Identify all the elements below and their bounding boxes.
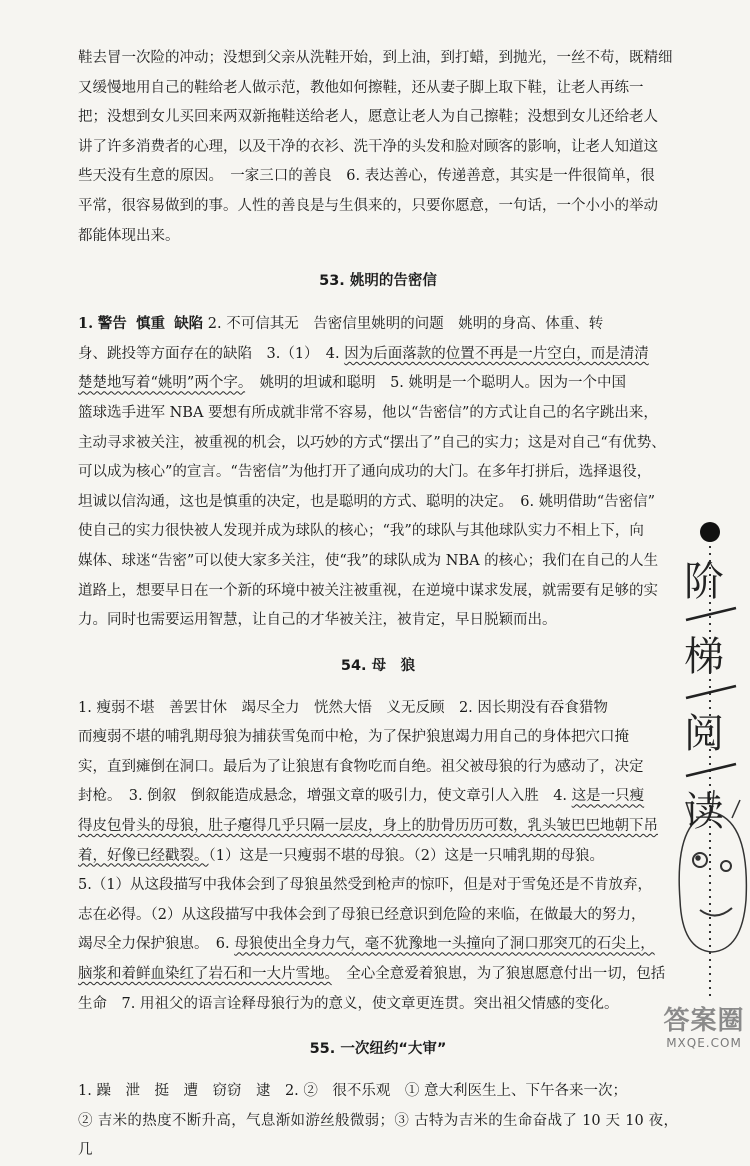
answer-line: 道路上，想要早日在一个新的环境中被关注被重视，在逆境中谋求发展，就需要有足够的实	[78, 582, 658, 599]
answer-line	[78, 960, 678, 990]
answer-line: 而瘦弱不堪的哺乳期母狼为捕获雪兔而中枪，为了保护狼崽竭力用自己的身体把穴口掩	[78, 729, 629, 746]
intro-line: 又缓慢地用自己的鞋给老人做示范，教他如何擦鞋，还从妻子脚上取下鞋，让老人再练一	[78, 79, 644, 96]
intro-line: 些天没有生意的原因。 一家三口的善良 6. 表达善心，传递善意，其实是一件很简单，很	[78, 168, 655, 185]
underlined-quote: 这是一只瘦	[571, 788, 645, 805]
word-defect: 缺陷	[174, 315, 204, 333]
answer-line: 实，直到瘫倒在洞口。最后为了让狼崽有食物吃而自绝。祖父被母狼的行为感动了，决定	[78, 758, 644, 775]
underlined-quote: 脑浆和着鲜血染红了岩石和一大片雪地。	[78, 966, 332, 983]
answer-line: 力。同时也需要运用智慧，让自己的才华被关注，被肯定，早日脱颖而出。	[78, 612, 557, 629]
intro-line: 平常，很容易做到的事。人性的善良是与生俱来的，只要你愿意，一句话，一个小小的举动	[78, 197, 658, 214]
answer-line: 志在必得。（2）从这段描写中我体会到了母狼已经意识到危险的来临，在做最大的努力，	[78, 906, 646, 923]
answer-text: 封枪。 3. 倒叙 倒叙能造成悬念，增强文章的吸引力，使文章引人入胜 4.	[78, 788, 572, 805]
answer-line: 1. 躁 泄 挺 遭 窃窃 逮 2. ② 很不乐观 ① 意大利医生上、下午各来一次；	[78, 1083, 627, 1100]
black-dot-icon	[700, 522, 720, 542]
answer-line	[78, 340, 678, 370]
watermark	[660, 1006, 748, 1056]
word-warning: 警告	[97, 315, 127, 333]
answer-text: （1）这是一只瘦弱不堪的母狼。（2）这是一只哺乳期的母狼。	[208, 847, 604, 864]
answer-text: 身、跳投等方面存在的缺陷 3.（1） 4.	[78, 345, 345, 362]
section-title-53: 53. 姚明的告密信	[319, 273, 437, 290]
answer-line: ② 吉米的热度不断升高，气息渐如游丝般微弱；③ 古特为吉米的生命奋战了 10 天 10 夜，几	[78, 1112, 678, 1159]
side-decoration	[672, 520, 750, 1061]
underlined-quote: 母狼使出全身力气，毫不犹豫地一头撞向了洞口那突兀的石尖上，	[234, 936, 655, 953]
section-54-body	[78, 694, 678, 1020]
answer-line: 主动寻求被关注，被重视的机会，以巧妙的方式“摆出了”自己的实力；这是对自己“有优势、	[78, 434, 666, 451]
intro-line: 讲了许多消费者的心理，以及干净的衣衫、洗干净的头发和脸对顾客的影响，让老人知道这	[78, 138, 658, 155]
answer-line	[78, 842, 678, 872]
answer-line: 1. 瘦弱不堪 善罢甘休 竭尽全力 恍然大悟 义无反顾 2. 因长期没有吞食猎物	[78, 699, 608, 716]
underlined-quote: 得皮包骨头的母狼，肚子瘪得几乎只隔一层皮，身上的肋骨历历可数，乳头皱巴巴地朝下吊	[78, 818, 658, 835]
side-char: 阶	[684, 559, 724, 605]
side-char: 读	[684, 789, 724, 835]
answer-line	[78, 309, 678, 340]
answer-number: 1.	[78, 315, 94, 333]
answer-line: 使自己的实力很快被人发现并成为球队的核心；“我”的球队与其他球队实力不相上下，向	[78, 523, 644, 540]
answer-text: 竭尽全力保护狼崽。 6.	[78, 936, 235, 953]
word-cautious: 慎重	[135, 315, 165, 333]
main-content	[78, 44, 678, 1166]
underlined-quote: 因为后面落款的位置不再是一片空白，而是清清	[344, 345, 649, 362]
answer-line: 生命 7. 用祖父的语言诠释母狼行为的意义，使文章更连贯。突出祖父情感的变化。	[78, 995, 619, 1012]
answer-line	[78, 812, 678, 842]
section-53-body	[78, 309, 678, 636]
answer-line	[78, 782, 678, 812]
side-char: 阅	[684, 711, 724, 757]
answer-text: 姚明的坦诚和聪明 5. 姚明是一个聪明人。因为一个中国	[245, 375, 627, 392]
divider-stroke	[686, 764, 736, 776]
watermark-text: 答案圈	[663, 1006, 745, 1036]
intro-line: 鞋去冒一次险的冲动；没想到父亲从洗鞋开始，到上油，到打蜡，到抛光，一丝不苟，既精细	[78, 50, 673, 66]
intro-line: 把；没想到女儿买回来两双新拖鞋送给老人，愿意让老人为自己擦鞋；没想到女儿还给老人	[78, 109, 658, 126]
answer-line	[78, 369, 678, 399]
underlined-quote: 楚楚地写着“姚明”两个字。	[78, 375, 246, 392]
intro-line: 都能体现出来。	[78, 227, 180, 244]
intro-block	[78, 44, 678, 251]
watermark-url: MXQE.COM	[666, 1036, 742, 1050]
answer-line: 篮球选手进军 NBA 要想有所成就非常不容易，他以“告密信”的方式让自己的名字跳出来，	[78, 404, 658, 421]
answer-line: 媒体、球迷“告密”可以使大家多关注，使“我”的球队成为 NBA 的核心；我们在自己的人生	[78, 552, 659, 569]
side-char: 梯	[684, 634, 724, 680]
section-title-54: 54. 母 狼	[340, 657, 416, 674]
answer-line: 5.（1）从这段描写中我体会到了母狼虽然受到枪声的惊吓，但是对于雪兔还是不肯放弃，	[78, 877, 653, 894]
answer-line: 可以成为核心”的宣言。“告密信”为他打开了通向成功的大门。在多年打拼后，选择退役，	[78, 464, 652, 481]
answer-text: 2. 不可信其无 告密信里姚明的问题 姚明的身高、体重、转	[207, 316, 604, 333]
answer-line: 坦诚以信沟通，这也是慎重的决定，也是聪明的方式、聪明的决定。 6. 姚明借助“告密信”	[78, 493, 656, 510]
answer-line	[78, 930, 678, 960]
underlined-quote: 着，好像已经戳裂。	[78, 847, 209, 864]
answer-text: 全心全意爱着狼崽，为了狼崽愿意付出一切，包括	[331, 966, 666, 983]
section-title-55: 55. 一次纽约“大审”	[309, 1041, 447, 1058]
section-55-body	[78, 1077, 678, 1166]
